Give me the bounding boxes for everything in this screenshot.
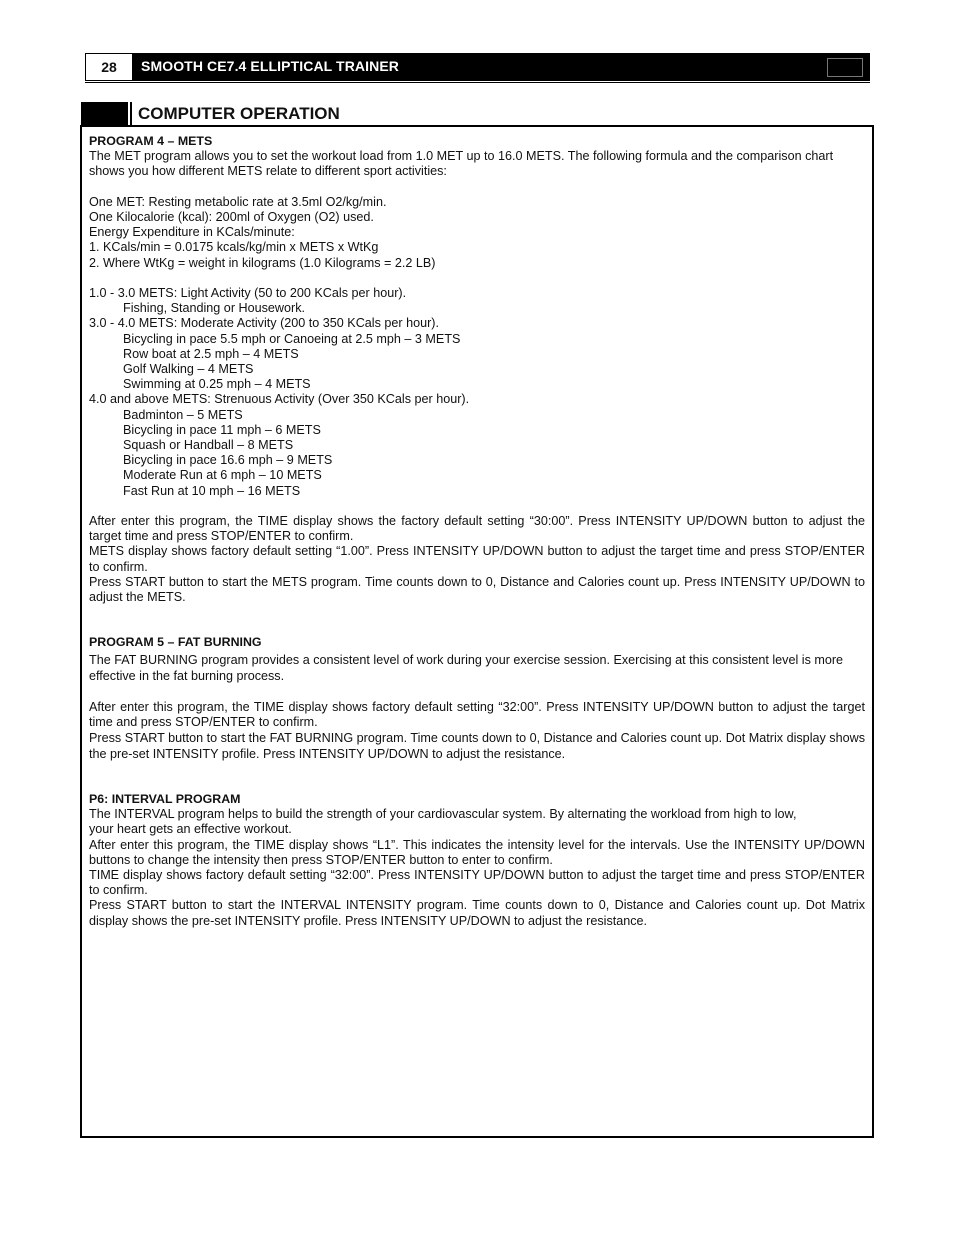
activity-item: Badminton – 5 METS: [123, 407, 243, 422]
formula-line: Energy Expenditure in KCals/minute:: [89, 225, 295, 240]
activity-item: Moderate Run at 6 mph – 10 METS: [123, 468, 322, 483]
program5-intro: The FAT BURNING program provides a consistent level of work during your exercise session. Exercising at this consistent level is more effective in the fat burning process.: [89, 653, 844, 684]
activity-item: Fishing, Standing or Housework.: [123, 301, 306, 316]
formula-line: One MET: Resting metabolic rate at 3.5ml O2/kg/min.: [89, 194, 387, 209]
section-marker-block: [81, 102, 128, 126]
program5-instruction: After enter this program, the TIME display shows factory default setting “32:00”. Press INTENSITY UP/DOWN button to adjust the target time and press STOP/ENTER to confirm.: [89, 699, 865, 729]
program4-heading: PROGRAM 4 – METS: [89, 134, 213, 148]
activity-item: Bicycling in pace 16.6 mph – 9 METS: [123, 453, 333, 468]
activity-item: Fast Run at 10 mph – 16 METS: [123, 483, 301, 498]
section-marker-line: [130, 102, 132, 126]
program4-instruction: METS display shows factory default setting “1.00”. Press INTENSITY UP/DOWN button to adjust the target time and press STOP/ENTER to confirm.: [89, 544, 865, 574]
program5-heading: PROGRAM 5 – FAT BURNING: [89, 635, 262, 650]
activity-item: Bicycling in pace 11 mph – 6 METS: [123, 422, 321, 437]
program6-instruction: Press START button to start the INTERVAL INTENSITY program. Time counts down to 0, Distance and Calories count up. Dot Matrix display shows the pre-set INTENSITY profile. Press INTENSITY UP/DOWN to adjust the resistance.: [89, 898, 865, 928]
program4-instruction: After enter this program, the TIME display shows the factory default setting “30:00”. Press INTENSITY UP/DOWN button to adjust the target time and press STOP/ENTER to confirm.: [89, 514, 865, 544]
program6-heading: P6: INTERVAL PROGRAM: [89, 792, 241, 807]
program6-intro: your heart gets an effective workout.: [89, 822, 292, 837]
activity-item: Row boat at 2.5 mph – 4 METS: [123, 346, 299, 361]
activity-item: Golf Walking – 4 METS: [123, 362, 254, 377]
header-bar: [133, 53, 870, 81]
activity-level-moderate: 3.0 - 4.0 METS: Moderate Activity (200 to 350 KCals per hour).: [89, 316, 439, 331]
document-title: SMOOTH CE7.4 ELLIPTICAL TRAINER: [141, 58, 399, 74]
header-decoration: [827, 58, 863, 77]
section-title: COMPUTER OPERATION: [138, 104, 340, 123]
formula-line: One Kilocalorie (kcal): 200ml of Oxygen (O2) used.: [89, 210, 374, 224]
activity-item: Swimming at 0.25 mph – 4 METS: [123, 377, 311, 392]
page-number: 28: [85, 53, 133, 81]
program6-intro: The INTERVAL program helps to build the strength of your cardiovascular system. By alternating the workload from high to low,: [89, 807, 797, 822]
content: [89, 134, 865, 929]
header-rule: [85, 82, 870, 83]
program4-intro: The MET program allows you to set the workout load from 1.0 MET up to 16.0 METS. The following formula and the comparison chart shows you how different METS relate to different sport activities:: [89, 149, 834, 179]
formula-line: 2. Where WtKg = weight in kilograms (1.0 Kilograms = 2.2 LB): [89, 255, 436, 270]
activity-item: Squash or Handball – 8 METS: [123, 438, 294, 453]
program4-instruction: Press START button to start the METS program. Time counts down to 0, Distance and Calories count up. Press INTENSITY UP/DOWN to adjust the METS.: [89, 574, 865, 605]
activity-level-light: 1.0 - 3.0 METS: Light Activity (50 to 200 KCals per hour).: [89, 286, 407, 300]
program6-instruction: TIME display shows factory default setting “32:00”. Press INTENSITY UP/DOWN button to adjust the target time and press STOP/ENTER to confirm.: [89, 868, 865, 898]
program6-instruction: After enter this program, the TIME display shows “L1”. This indicates the intensity level for the intervals. Use the INTENSITY UP/DOWN buttons to change the intensity then press STOP/ENTER button to enter to confirm.: [89, 837, 865, 867]
activity-item: Bicycling in pace 5.5 mph or Canoeing at 2.5 mph – 3 METS: [123, 331, 461, 346]
page-header: [85, 53, 870, 81]
formula-line: 1. KCals/min = 0.0175 kcals/kg/min x METS x WtKg: [89, 240, 379, 255]
program5-instruction: Press START button to start the FAT BURNING program. Time counts down to 0, Distance and Calories count up. Dot Matrix display shows the pre-set INTENSITY profile. Press INTENSITY UP/DOWN to adjust the resistance.: [89, 731, 865, 762]
activity-level-strenuous: 4.0 and above METS: Strenuous Activity (Over 350 KCals per hour).: [89, 392, 470, 407]
